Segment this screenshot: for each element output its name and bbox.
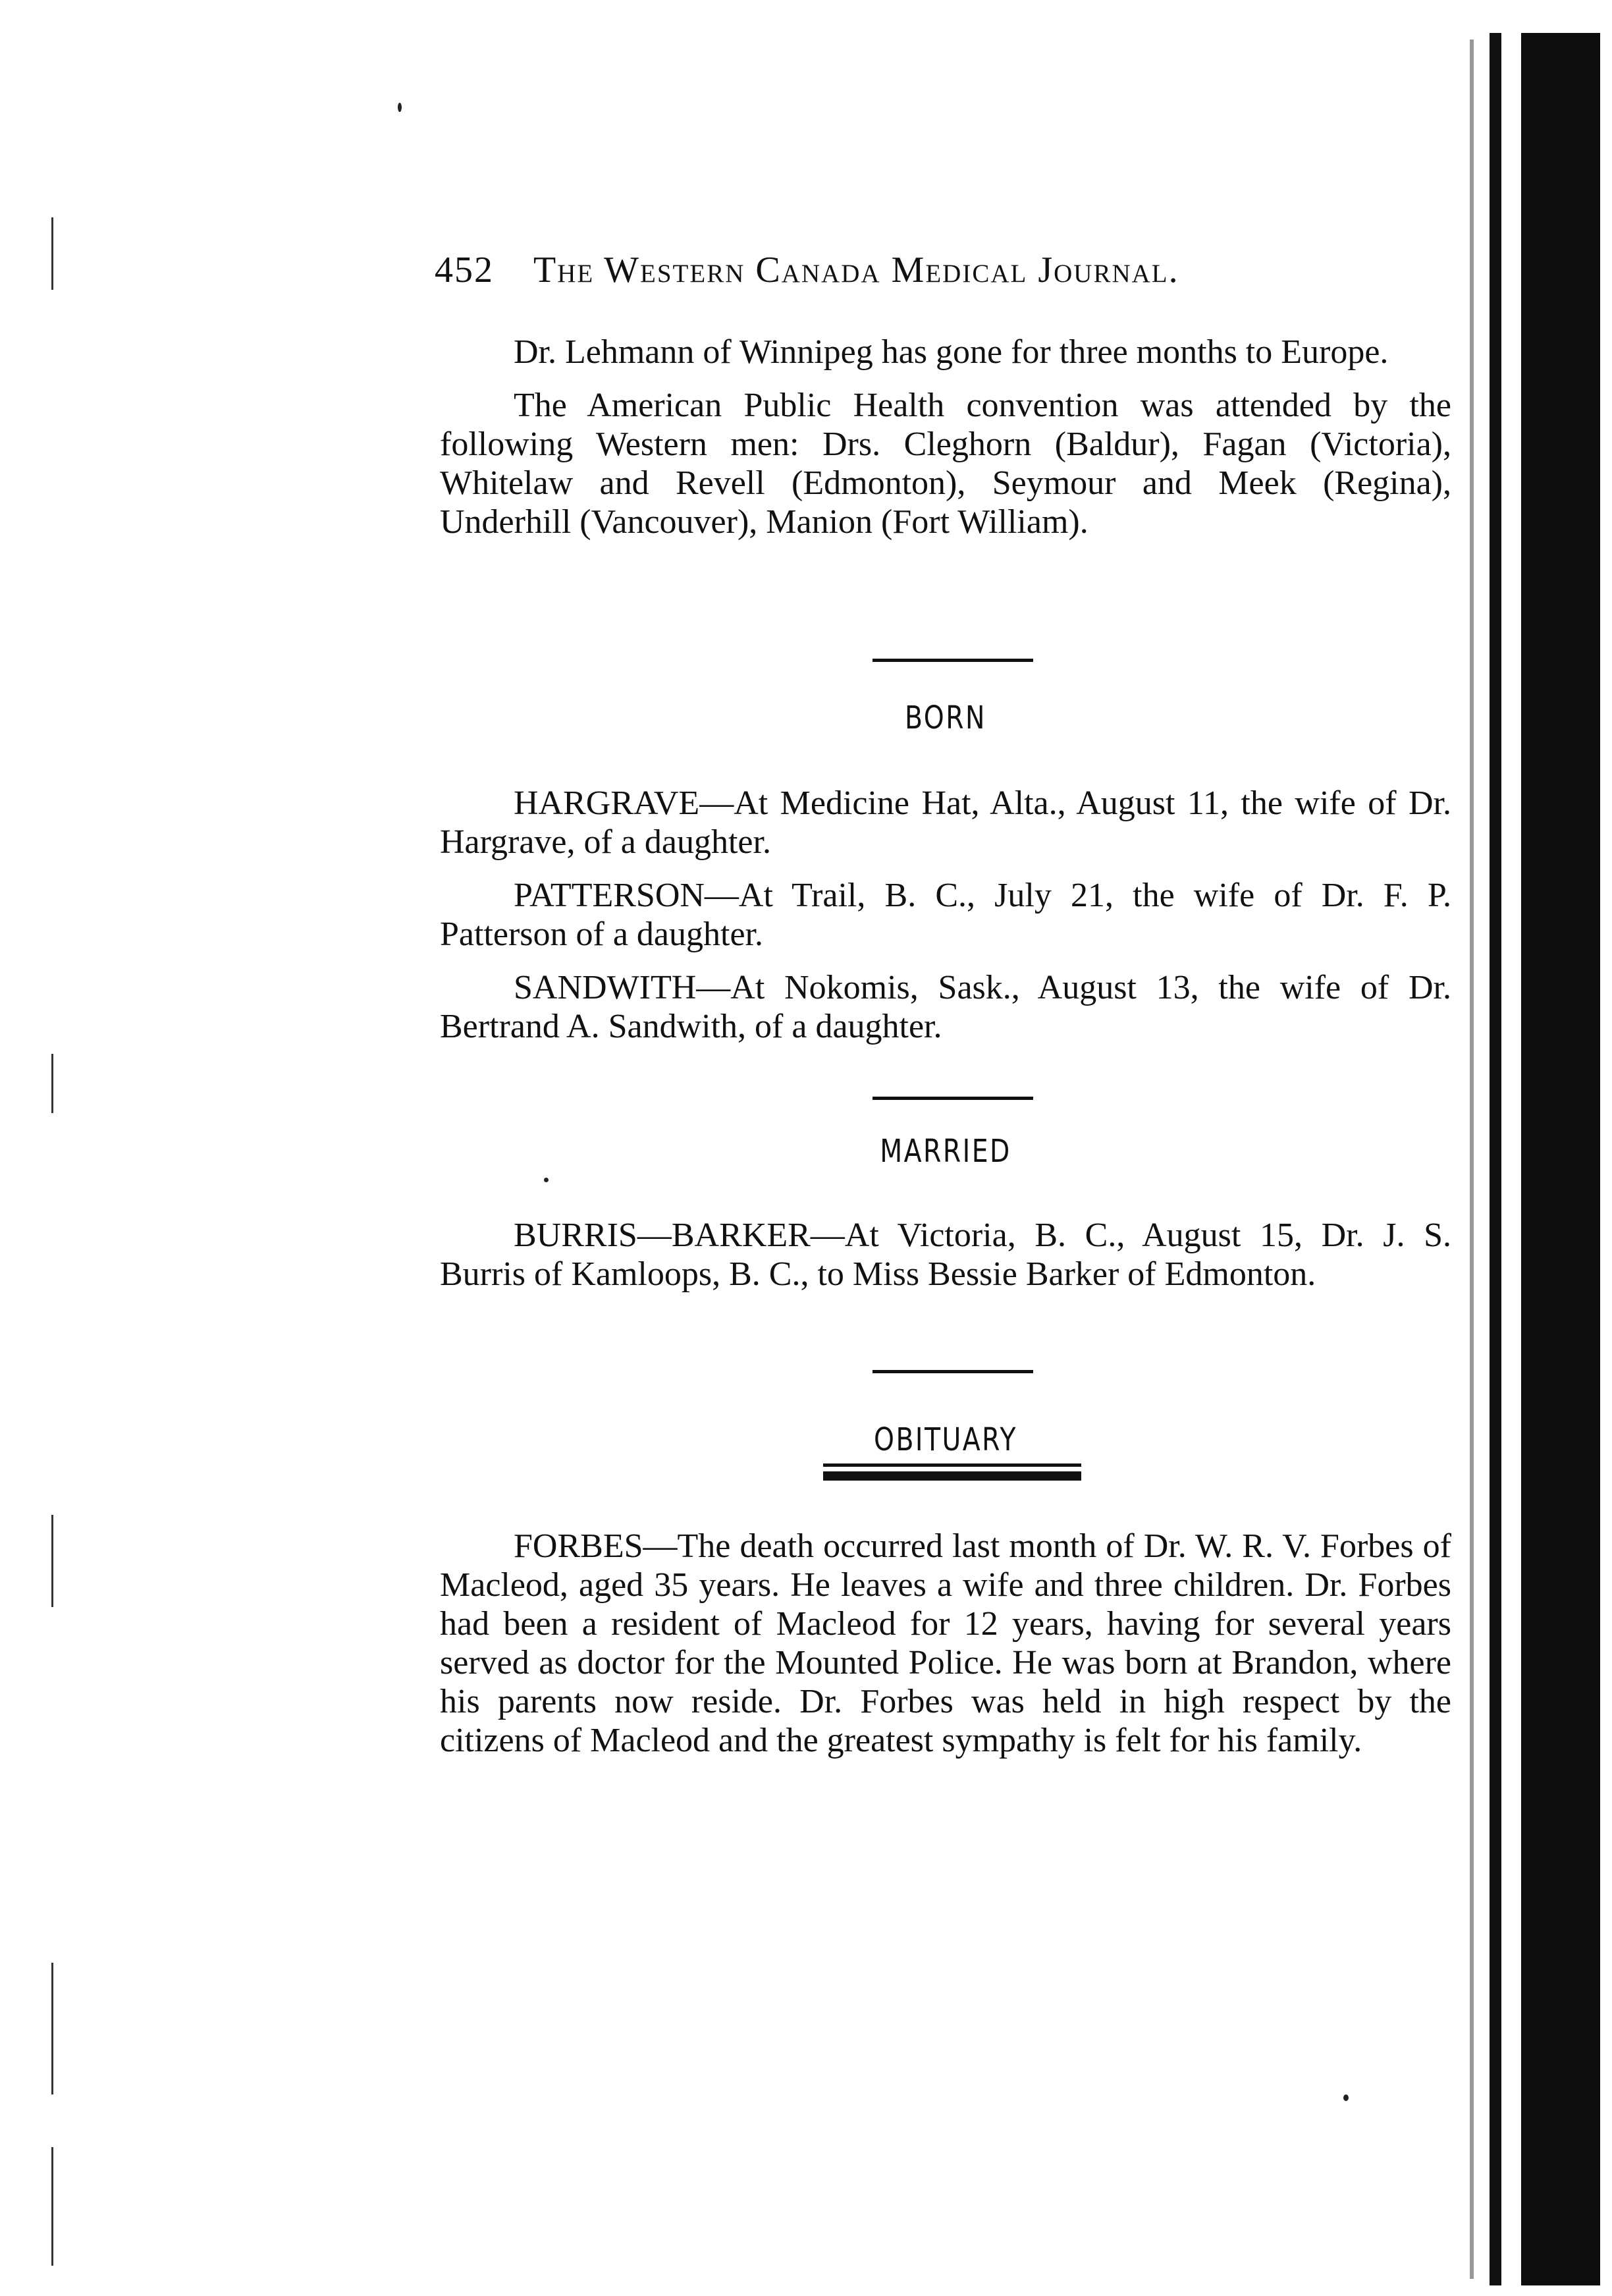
section-divider [873,659,1033,662]
scan-artifact [51,217,53,290]
birth-notice: SANDWITH—At Nokomis, Sask., August 13, the wife of Dr. Bertrand A. Sandwith, of a daughter. [440,969,1451,1045]
obituary-section [440,1527,1451,1760]
scan-artifact [51,1963,53,2094]
binding-edge [1521,33,1600,2285]
scan-artifact [1343,2094,1349,2101]
married-heading: MARRIED [880,1133,1011,1170]
scan-artifact [398,103,402,112]
heading-underline [823,1463,1081,1467]
section-divider [873,1097,1033,1100]
section-divider [873,1370,1033,1373]
scan-artifact [51,1515,53,1607]
journal-title: The Western Canada Medical Journal. [533,250,1179,290]
born-heading: BORN [905,699,986,736]
news-paragraph: Dr. Lehmann of Winnipeg has gone for three months to Europe. [514,333,1389,371]
news-notes [440,333,1451,541]
birth-notice: HARGRAVE—At Medicine Hat, Alta., August 11, the wife of Dr. Hargrave, of a daughter. [440,784,1451,861]
scan-artifact [544,1178,549,1182]
marriage-notice: BURRIS—BARKER—At Victoria, B. C., August 15, Dr. J. S. Burris of Kamloops, B. C., to Miss Bessie Barker of Edmonton. [440,1216,1451,1293]
news-paragraph: The American Public Health convention was attended by the following Western men: Drs. Cleghorn (Baldur), Fagan (Victoria), Whitelaw and Revell (Edmonton), Seymour and Meek (Regina), Underhill (Vancouver), Manion (Fort William). [440,387,1451,541]
scan-artifact [51,1054,53,1113]
page-number: 452 [435,250,494,290]
married-section [440,1216,1451,1294]
running-head [435,249,1462,302]
binding-margin-line [1470,40,1474,2279]
heading-underline-thick [823,1471,1081,1481]
birth-notice: PATTERSON—At Trail, B. C., July 21, the wife of Dr. F. P. Patterson of a daughter. [440,877,1451,953]
born-section [440,784,1451,1046]
obituary-notice: FORBES—The death occurred last month of Dr. W. R. V. Forbes of Macleod, aged 35 years. He leaves a wife and three children. Dr. Forbes had been a resident of Macleod for 12 years, having for several years served as doctor for the Mounted Police. He was born at Brandon, where his parents now reside. Dr. Forbes was held in high respect by the citizens of Macleod and the greatest sympathy is felt for his family. [440,1527,1451,1759]
binding-shadow [1490,33,1501,2285]
obituary-heading: OBITUARY [874,1421,1017,1458]
scan-artifact [51,2147,53,2266]
